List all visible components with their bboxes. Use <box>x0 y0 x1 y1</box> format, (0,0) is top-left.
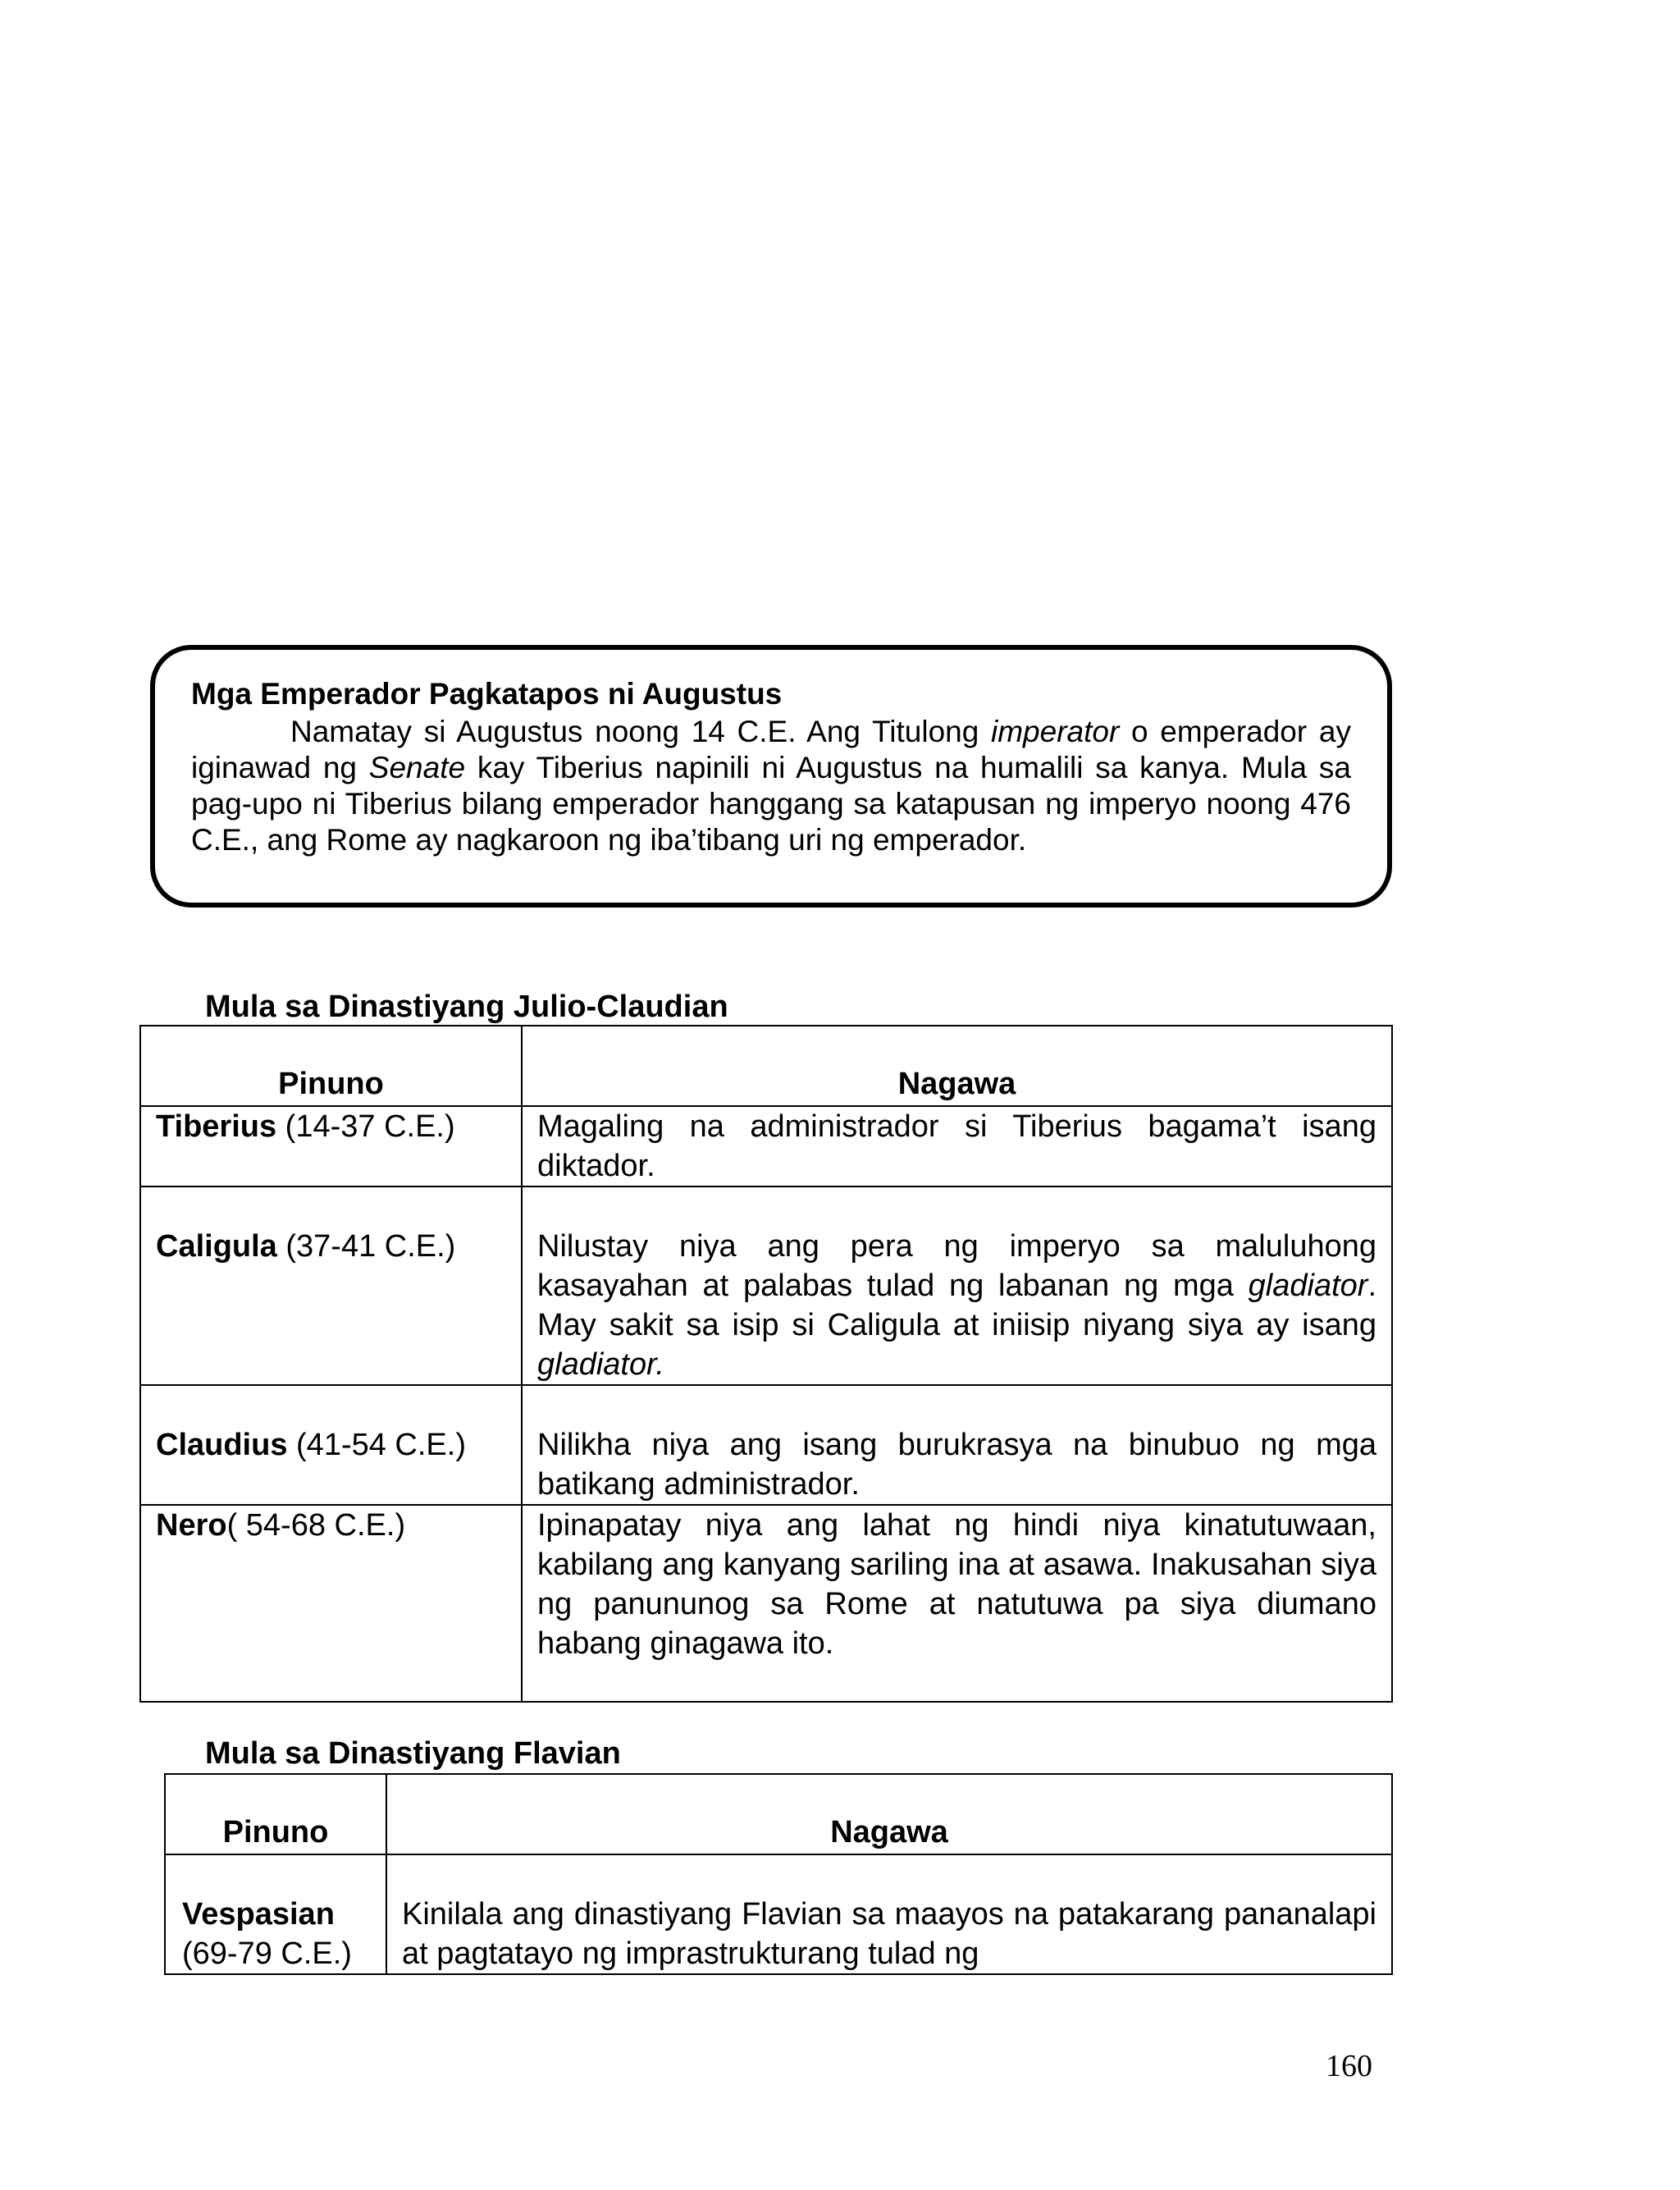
ruler-cell <box>140 1385 522 1505</box>
deeds-cell <box>522 1186 1392 1385</box>
intro-emphasis-senate: Senate <box>368 751 466 784</box>
table-row <box>140 1505 1392 1702</box>
deeds-emphasis: gladiator. <box>537 1347 664 1382</box>
deeds-cell: Ipinapatay niya ang lahat ng hindi niya kinatutuwaan, kabilang ang kanyang sariling ina at asawa. Inakusahan siya ng panununog sa Rome at natutuwa pa siya diumano habang ginagawa ito. <box>522 1505 1392 1702</box>
intro-paragraph <box>191 714 1351 858</box>
julio-claudian-table <box>139 1025 1393 1703</box>
deeds-cell <box>386 1854 1392 1974</box>
ruler-cell <box>140 1106 522 1186</box>
deeds-text-part: . May sakit sa isip si Caligula at iniisip niyang siya ay isang <box>537 1269 1376 1342</box>
deeds-text: Nilikha niya ang isang burukrasya na binubuo ng mga batikang administrador. <box>537 1428 1376 1502</box>
flavian-table <box>164 1773 1393 1975</box>
ruler-cell <box>140 1505 522 1702</box>
ruler-years: (14-37 C.E.) <box>276 1109 455 1144</box>
header-ruler: Pinuno <box>140 1026 522 1106</box>
deeds-text: Kinilala ang dinastiyang Flavian sa maayos na patakarang pananalapi at pagtatayo ng imprastrukturang tulad ng <box>402 1897 1376 1971</box>
table-row <box>140 1106 1392 1186</box>
ruler-years: (37-41 C.E.) <box>276 1229 456 1264</box>
page-number: 160 <box>1326 2049 1372 2083</box>
intro-emphasis-imperator: imperator <box>991 715 1120 748</box>
deeds-emphasis: gladiator <box>1248 1269 1368 1303</box>
ruler-cell <box>165 1854 386 1974</box>
deeds-cell: Magaling na administrador si Tiberius bagama’t isang diktador. <box>522 1106 1392 1186</box>
ruler-years: ( 54-68 C.E.) <box>226 1508 406 1543</box>
ruler-name: Caligula <box>156 1229 277 1264</box>
ruler-name: Claudius <box>156 1428 288 1462</box>
ruler-name: Nero <box>156 1508 227 1543</box>
intro-title: Mga Emperador Pagkatapos ni Augustus <box>191 677 783 711</box>
intro-box <box>150 645 1392 908</box>
intro-text-part: Namatay si Augustus noong 14 C.E. Ang Titulong <box>290 715 992 748</box>
header-deeds: Nagawa <box>386 1774 1392 1854</box>
intro-text-part: kay Tiberius napinili ni Augustus na humalili sa kanya. Mula sa pag-upo ni Tiberius bilang emperador hanggang sa katapusan ng imperyo noong 476 C.E., ang Rome ay nagkaroon ng iba’tibang uri ng emperador. <box>191 751 1351 857</box>
table-row <box>140 1186 1392 1385</box>
ruler-name: Vespasian <box>182 1897 335 1932</box>
ruler-cell <box>140 1186 522 1385</box>
table-header-row <box>165 1774 1392 1854</box>
intro-text-part: o emperador ay iginawad ng <box>191 715 1351 784</box>
table-row <box>165 1854 1392 1974</box>
header-ruler: Pinuno <box>165 1774 386 1854</box>
section-title-flavian: Mula sa Dinastiyang Flavian <box>205 1736 621 1771</box>
ruler-years: (41-54 C.E.) <box>287 1428 466 1462</box>
table-row <box>140 1385 1392 1505</box>
table-header-row <box>140 1026 1392 1106</box>
ruler-years: (69-79 C.E.) <box>182 1936 352 1971</box>
deeds-text-part: Nilustay niya ang pera ng imperyo sa maluluhong kasayahan at palabas tulad ng labanan ng mga <box>537 1229 1376 1303</box>
deeds-cell <box>522 1385 1392 1505</box>
header-deeds: Nagawa <box>522 1026 1392 1106</box>
section-title-julio-claudian: Mula sa Dinastiyang Julio-Claudian <box>205 990 728 1024</box>
ruler-name: Tiberius <box>156 1109 277 1144</box>
